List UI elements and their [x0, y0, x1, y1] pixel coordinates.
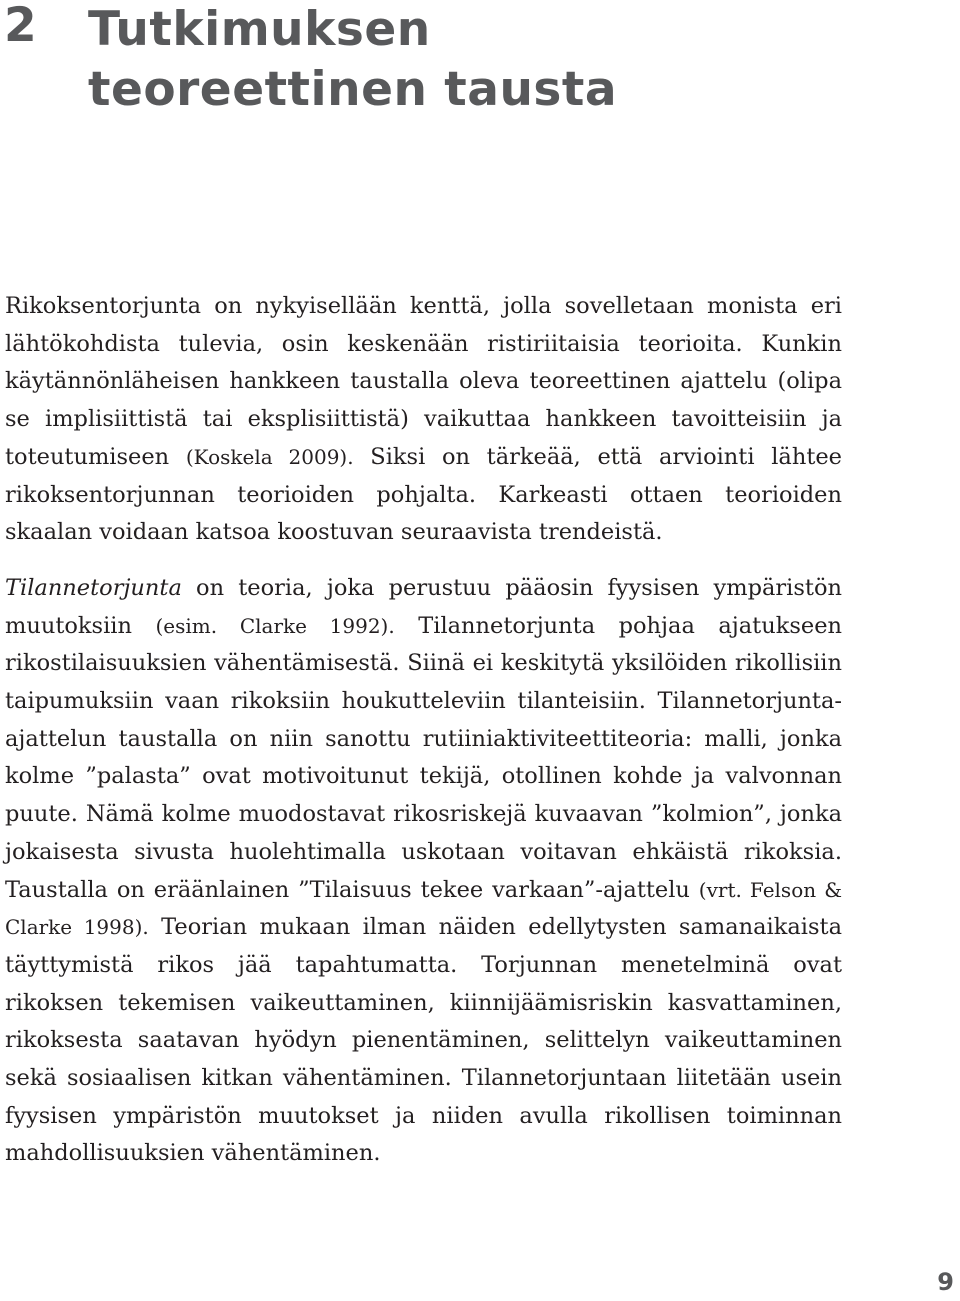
term-tilannetorjunta: Tilannetorjunta [5, 574, 182, 601]
paragraph-intro [5, 288, 842, 552]
paragraph-tilannetorjunta [5, 570, 842, 1173]
chapter-title: Tutkimuksen teoreettinen tausta [88, 2, 618, 117]
chapter-heading [4, 0, 648, 120]
body-text [5, 288, 842, 1173]
citation-felson-clarke: (vrt. Felson & Clarke 1998). [5, 877, 842, 940]
citation-clarke: (esim. Clarke 1992). [155, 613, 395, 638]
page-number: 9 [937, 1268, 954, 1296]
paragraph-tilannetorjunta-text-a: on teoria, joka perustuu pääosin fyysisen ympäristön muutoksiin [5, 574, 842, 639]
citation-koskela: (Koskela 2009). [185, 444, 354, 469]
paragraph-tilannetorjunta-text-b: Tilannetorjunta pohjaa ajatukseen rikostilaisuuksien vähentämisestä. Siinä ei keskitytä yksilöiden rikollisiin taipumuksiin vaan rikoksiin houkutteleviin tilanteisiin. Tilannetorjunta-ajattelun taustalla on niin sanottu rutiiniaktiviteettiteoria: malli, jonka kolme ”palasta” ovat motivoitunut tekijä, otollinen kohde ja valvonnan puute. Nämä kolme muodostavat rikosriskejä kuvaavan ”kolmion”, jonka jokaisesta sivusta huolehtimalla uskotaan voitavan ehkäistä rikoksia. Taustalla on eräänlainen ”Tilaisuus tekee varkaan”-ajattelu [5, 612, 842, 903]
paragraph-tilannetorjunta-text-c: Teorian mukaan ilman näiden edellytysten samanaikaista täyttymistä rikos jää tapahtumatta. Torjunnan menetelminä ovat rikoksen tekemisen vaikeuttaminen, kiinnijäämisriskin kasvattaminen, rikoksesta saatavan hyödyn pienentäminen, selittelyn vaikeuttaminen sekä sosiaalisen kitkan vähentäminen. Tilannetorjuntaan liitetään usein fyysisen ympäristön muutokset ja niiden avulla rikollisen toiminnan mahdollisuuksien vähentäminen. [5, 914, 842, 1167]
paragraph-intro-text-a: Rikoksentorjunta on nykyisellään kenttä, jolla sovelletaan monista eri lähtökohdista tulevia, osin keskenään ristiriitaisia teorioita. Kunkin käytännönläheisen hankkeen taustalla oleva teoreettinen ajattelu (olipa se implisiittistä tai eksplisiittistä) vaikuttaa hankkeen tavoitteisiin ja toteutumiseen [5, 293, 842, 470]
chapter-number: 2 [4, 0, 38, 53]
paragraph-intro-text-b: Siksi on tärkeää, että arviointi lähtee rikoksentorjunnan teorioiden pohjalta. Karkeasti ottaen teorioiden skaalan voidaan katsoa koostuvan seuraavista trendeistä. [5, 443, 842, 546]
